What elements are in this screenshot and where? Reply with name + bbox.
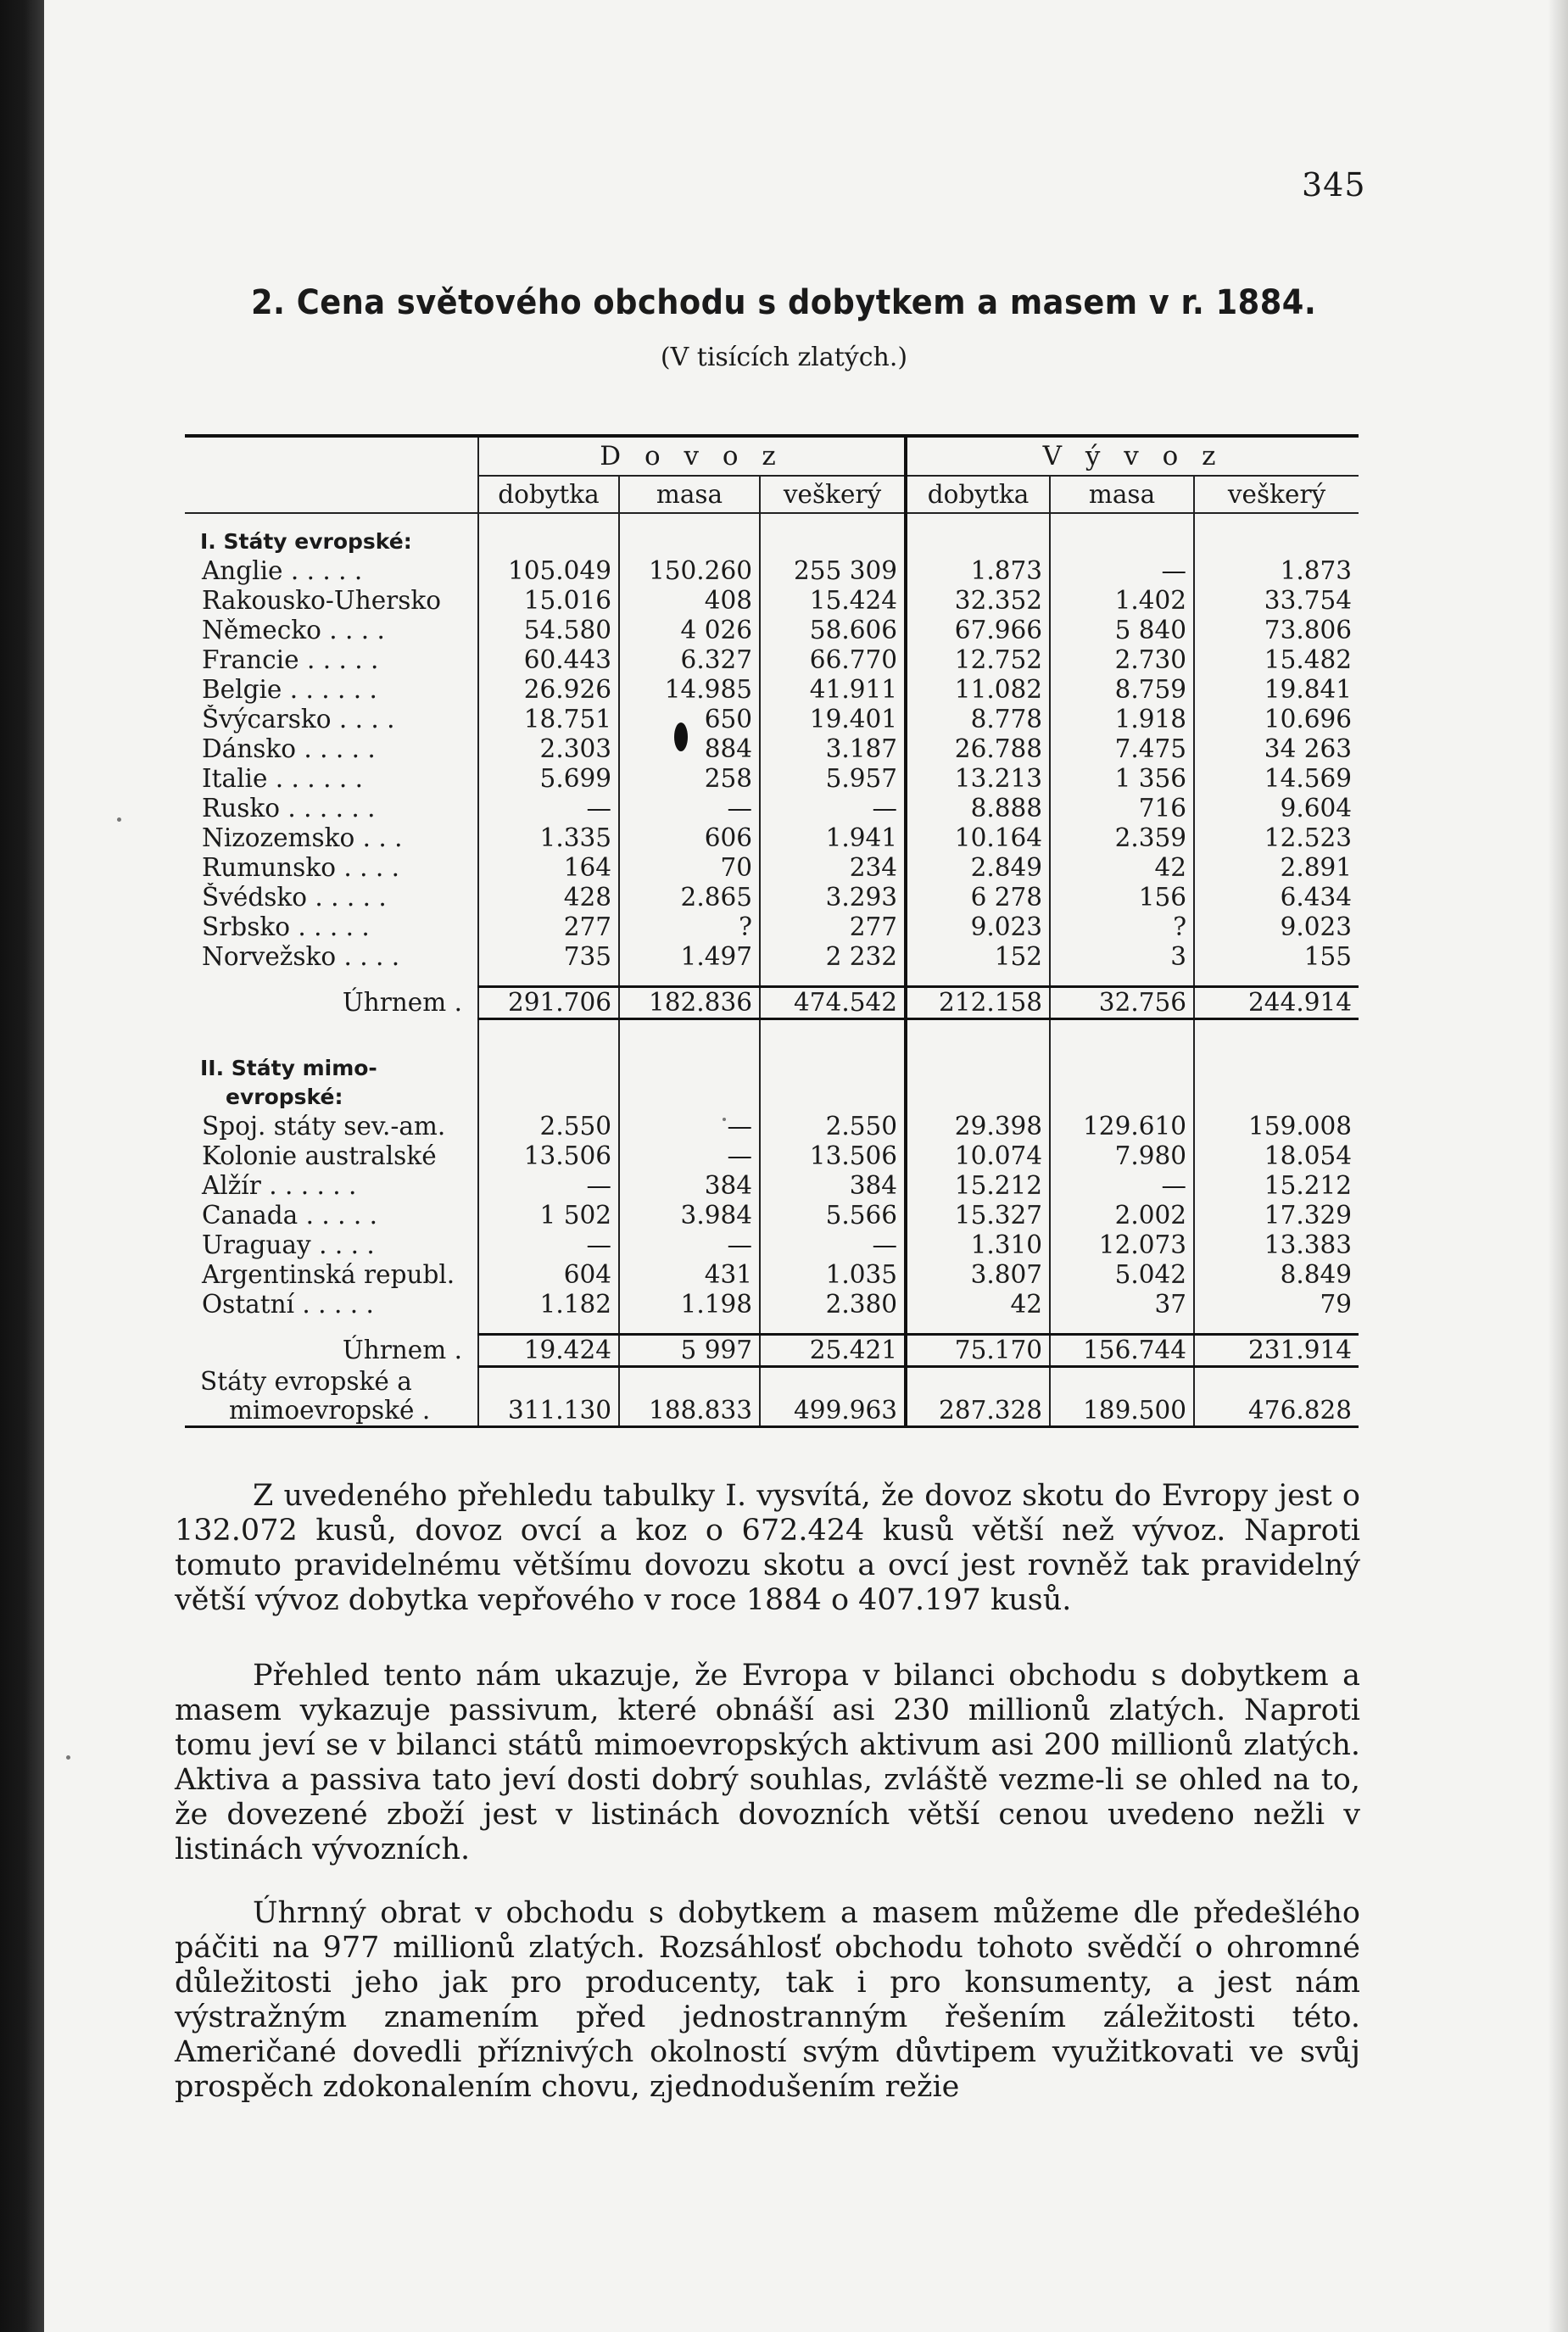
table-row <box>185 794 1359 823</box>
value-cell: 1 502 <box>478 1201 619 1230</box>
value-cell: — <box>619 1141 760 1171</box>
value-cell: 7.475 <box>1050 734 1194 764</box>
value-cell: 19.841 <box>1194 675 1359 705</box>
trade-table <box>185 434 1359 1428</box>
value-cell: 12.073 <box>1050 1230 1194 1260</box>
paragraph-3 <box>175 1896 1360 2105</box>
value-cell: 735 <box>478 942 619 972</box>
table-row <box>185 556 1359 586</box>
table-row <box>185 1260 1359 1290</box>
total-cell: 19.424 <box>478 1335 619 1367</box>
value-cell: 150.260 <box>619 556 760 586</box>
table-row <box>185 1290 1359 1319</box>
value-cell: 67.966 <box>906 616 1050 645</box>
scan-speck <box>674 722 688 751</box>
value-cell: 33.754 <box>1194 586 1359 616</box>
table-row <box>185 586 1359 616</box>
section-european <box>185 513 1359 972</box>
row-label: Alžír . . . . . . <box>202 1171 357 1200</box>
value-cell: 17.329 <box>1194 1201 1359 1230</box>
value-cell: 15.212 <box>906 1171 1050 1201</box>
grand-total-cell: 287.328 <box>906 1396 1050 1427</box>
value-cell: 8.849 <box>1194 1260 1359 1290</box>
value-cell: 8.888 <box>906 794 1050 823</box>
value-cell: 2.849 <box>906 853 1050 883</box>
row-label: Dánsko . . . . . <box>202 734 376 763</box>
value-cell: 12.752 <box>906 645 1050 675</box>
grand-total-cell: 188.833 <box>619 1396 760 1427</box>
value-cell: 1.873 <box>1194 556 1359 586</box>
group-header-import: D o v o z <box>478 436 906 476</box>
value-cell: 3 <box>1050 942 1194 972</box>
section-non-european-total <box>185 1319 1359 1367</box>
section-title-row <box>185 1054 1359 1083</box>
value-cell: 156 <box>1050 883 1194 912</box>
value-cell: 277 <box>760 912 906 942</box>
value-cell: 66.770 <box>760 645 906 675</box>
value-cell: 6 278 <box>906 883 1050 912</box>
value-cell: 2 232 <box>760 942 906 972</box>
row-label: Německo . . . . <box>202 616 385 644</box>
paragraph-text: Z uvedeného přehledu tabulky I. vysvítá, že dovoz skotu do Evropy jest o 132.072 kusů, dovoz ovcí a koz o 672.424 kusů větší než vývoz. Naproti tomuto pravidelnému většímu dovozu skotu a ovcí jest rovněž tak pravidelný větší vývoz dobytka vepřového v roce 1884 o 407.197 kusů. <box>175 1479 1360 1617</box>
section-title-row <box>185 1083 1359 1112</box>
value-cell: — <box>619 1230 760 1260</box>
value-cell: 5 840 <box>1050 616 1194 645</box>
value-cell: 9.604 <box>1194 794 1359 823</box>
value-cell: 255 309 <box>760 556 906 586</box>
total-cell: 25.421 <box>760 1335 906 1367</box>
section-title: I. Státy evropské: <box>200 529 412 554</box>
paragraph-2 <box>175 1659 1360 1867</box>
value-cell: 1.918 <box>1050 705 1194 734</box>
scan-speck <box>723 1118 726 1121</box>
value-cell: 12.523 <box>1194 823 1359 853</box>
value-cell: 2.730 <box>1050 645 1194 675</box>
total-cell: 212.158 <box>906 987 1050 1019</box>
value-cell: 2.380 <box>760 1290 906 1319</box>
row-label: Belgie . . . . . . <box>202 675 377 704</box>
row-label: Argentinská republ. <box>202 1260 455 1289</box>
value-cell: 42 <box>1050 853 1194 883</box>
value-cell: 152 <box>906 942 1050 972</box>
value-cell: 384 <box>619 1171 760 1201</box>
row-label: Italie . . . . . . <box>202 764 363 793</box>
value-cell: 42 <box>906 1290 1050 1319</box>
total-cell: 474.542 <box>760 987 906 1019</box>
trade-table-container <box>185 434 1359 1428</box>
table-title: 2. Cena světového obchodu s dobytkem a masem v r. 1884. <box>250 283 1317 322</box>
value-cell: 19.401 <box>760 705 906 734</box>
row-label: Spoj. státy sev.-am. <box>202 1112 446 1141</box>
row-label: Francie . . . . . <box>202 645 379 674</box>
value-cell: 1 356 <box>1050 764 1194 794</box>
total-row <box>185 1335 1359 1367</box>
value-cell: 408 <box>619 586 760 616</box>
value-cell: 11.082 <box>906 675 1050 705</box>
value-cell: 32.352 <box>906 586 1050 616</box>
value-cell: 129.610 <box>1050 1112 1194 1141</box>
table-row <box>185 883 1359 912</box>
value-cell: — <box>760 794 906 823</box>
grand-total-row <box>185 1396 1359 1427</box>
table-row <box>185 853 1359 883</box>
table-row <box>185 734 1359 764</box>
scan-speck <box>66 1755 70 1760</box>
row-label: Švýcarsko . . . . <box>202 705 395 734</box>
value-cell: 14.569 <box>1194 764 1359 794</box>
table-row <box>185 645 1359 675</box>
value-cell: 5.699 <box>478 764 619 794</box>
value-cell: 8.759 <box>1050 675 1194 705</box>
section-title: II. Státy mimo- <box>200 1056 377 1080</box>
value-cell: 3.807 <box>906 1260 1050 1290</box>
value-cell: 1.182 <box>478 1290 619 1319</box>
grand-total-label-row <box>185 1367 1359 1396</box>
table-row <box>185 912 1359 942</box>
value-cell: 15.482 <box>1194 645 1359 675</box>
row-label: Canada . . . . . <box>202 1201 377 1230</box>
row-label: Rakousko-Uhersko <box>202 586 442 615</box>
value-cell: 384 <box>760 1171 906 1201</box>
value-cell: 3.187 <box>760 734 906 764</box>
grand-total-label: Státy evropské a <box>200 1366 412 1396</box>
value-cell: 15.212 <box>1194 1171 1359 1201</box>
value-cell: 34 263 <box>1194 734 1359 764</box>
value-cell: 58.606 <box>760 616 906 645</box>
total-label: Úhrnem . <box>342 1336 462 1364</box>
value-cell: 1.497 <box>619 942 760 972</box>
value-cell: 7.980 <box>1050 1141 1194 1171</box>
total-cell: 156.744 <box>1050 1335 1194 1367</box>
value-cell: 606 <box>619 823 760 853</box>
value-cell: 1.402 <box>1050 586 1194 616</box>
value-cell: ? <box>1050 912 1194 942</box>
value-cell: 73.806 <box>1194 616 1359 645</box>
total-cell: 291.706 <box>478 987 619 1019</box>
value-cell: 1.035 <box>760 1260 906 1290</box>
value-cell: 164 <box>478 853 619 883</box>
total-cell: 231.914 <box>1194 1335 1359 1367</box>
value-cell: 604 <box>478 1260 619 1290</box>
value-cell: — <box>619 1112 760 1141</box>
value-cell: 431 <box>619 1260 760 1290</box>
value-cell: 54.580 <box>478 616 619 645</box>
table-subtitle: (V tisících zlatých.) <box>660 343 908 372</box>
value-cell: 41.911 <box>760 675 906 705</box>
value-cell: 159.008 <box>1194 1112 1359 1141</box>
row-label: Ostatní . . . . . <box>202 1290 374 1319</box>
value-cell: — <box>760 1230 906 1260</box>
value-cell: 6.434 <box>1194 883 1359 912</box>
row-label: Kolonie australské <box>202 1141 437 1170</box>
value-cell: 10.074 <box>906 1141 1050 1171</box>
value-cell: 10.696 <box>1194 705 1359 734</box>
value-cell: 1.873 <box>906 556 1050 586</box>
row-label: Uraguay . . . . <box>202 1230 375 1259</box>
section-title-continued: evropské: <box>226 1085 343 1109</box>
value-cell: 15.327 <box>906 1201 1050 1230</box>
total-cell: 244.914 <box>1194 987 1359 1019</box>
value-cell: 884 <box>619 734 760 764</box>
value-cell: 5.957 <box>760 764 906 794</box>
table-row <box>185 1112 1359 1141</box>
row-label: Rusko . . . . . . <box>202 794 376 823</box>
section-title-row <box>185 527 1359 556</box>
table-row <box>185 1141 1359 1171</box>
value-cell: 716 <box>1050 794 1194 823</box>
value-cell: — <box>478 1230 619 1260</box>
value-cell: 15.424 <box>760 586 906 616</box>
value-cell: 13.383 <box>1194 1230 1359 1260</box>
value-cell: 18.751 <box>478 705 619 734</box>
grand-total-cell: 499.963 <box>760 1396 906 1427</box>
value-cell: — <box>478 794 619 823</box>
value-cell: 650 <box>619 705 760 734</box>
page-number: 345 <box>1302 166 1366 204</box>
value-cell: 9.023 <box>1194 912 1359 942</box>
value-cell: 79 <box>1194 1290 1359 1319</box>
value-cell: 277 <box>478 912 619 942</box>
paragraph-1 <box>175 1479 1360 1618</box>
value-cell: 105.049 <box>478 556 619 586</box>
value-cell: 60.443 <box>478 645 619 675</box>
value-cell: — <box>619 794 760 823</box>
value-cell: — <box>1050 1171 1194 1201</box>
value-cell: 4 026 <box>619 616 760 645</box>
value-cell: 70 <box>619 853 760 883</box>
col-header-export-cattle: dobytka <box>906 476 1050 513</box>
value-cell: 2.891 <box>1194 853 1359 883</box>
grand-total-cell: 311.130 <box>478 1396 619 1427</box>
value-cell: 37 <box>1050 1290 1194 1319</box>
value-cell: 15.016 <box>478 586 619 616</box>
value-cell: 2.303 <box>478 734 619 764</box>
total-cell: 32.756 <box>1050 987 1194 1019</box>
value-cell: 234 <box>760 853 906 883</box>
value-cell: 2.359 <box>1050 823 1194 853</box>
row-label: Rumunsko . . . . <box>202 853 399 882</box>
col-header-export-meat: masa <box>1050 476 1194 513</box>
value-cell: ? <box>619 912 760 942</box>
table-row <box>185 1201 1359 1230</box>
value-cell: 26.926 <box>478 675 619 705</box>
grand-total-section <box>185 1367 1359 1427</box>
col-header-import-cattle: dobytka <box>478 476 619 513</box>
table-row <box>185 1230 1359 1260</box>
scan-speck <box>117 817 121 822</box>
value-cell: 3.984 <box>619 1201 760 1230</box>
value-cell: 2.002 <box>1050 1201 1194 1230</box>
total-cell: 182.836 <box>619 987 760 1019</box>
table-row <box>185 942 1359 972</box>
value-cell: 29.398 <box>906 1112 1050 1141</box>
col-header-import-meat: masa <box>619 476 760 513</box>
total-cell: 5 997 <box>619 1335 760 1367</box>
row-label: Norvežsko . . . . <box>202 942 400 971</box>
table-row <box>185 705 1359 734</box>
row-label: Nizozemsko . . . <box>202 823 403 852</box>
value-cell: 1.198 <box>619 1290 760 1319</box>
value-cell: — <box>1050 556 1194 586</box>
table-row <box>185 1171 1359 1201</box>
row-label: Švédsko . . . . . <box>202 883 387 912</box>
table-row <box>185 823 1359 853</box>
value-cell: 155 <box>1194 942 1359 972</box>
value-cell: 2.550 <box>760 1112 906 1141</box>
value-cell: 1.941 <box>760 823 906 853</box>
table-row <box>185 764 1359 794</box>
value-cell: 8.778 <box>906 705 1050 734</box>
value-cell: 1.310 <box>906 1230 1050 1260</box>
group-header-export: V ý v o z <box>906 436 1359 476</box>
value-cell: 13.506 <box>760 1141 906 1171</box>
total-cell: 75.170 <box>906 1335 1050 1367</box>
grand-total-cell: 189.500 <box>1050 1396 1194 1427</box>
value-cell: 1.335 <box>478 823 619 853</box>
table-row <box>185 616 1359 645</box>
table-row <box>185 675 1359 705</box>
value-cell: 258 <box>619 764 760 794</box>
value-cell: 13.506 <box>478 1141 619 1171</box>
value-cell: 2.865 <box>619 883 760 912</box>
value-cell: 5.042 <box>1050 1260 1194 1290</box>
value-cell: 13.213 <box>906 764 1050 794</box>
group-header-row <box>185 436 1359 476</box>
row-label: Anglie . . . . . <box>202 556 363 585</box>
grand-total-cell: 476.828 <box>1194 1396 1359 1427</box>
grand-total-label-continued: mimoevropské . <box>229 1396 431 1425</box>
section-european-total <box>185 972 1359 1019</box>
value-cell: 9.023 <box>906 912 1050 942</box>
col-header-import-total: veškerý <box>760 476 906 513</box>
value-cell: 18.054 <box>1194 1141 1359 1171</box>
value-cell: 3.293 <box>760 883 906 912</box>
value-cell: 2.550 <box>478 1112 619 1141</box>
value-cell: 26.788 <box>906 734 1050 764</box>
row-label: Srbsko . . . . . <box>202 912 370 941</box>
total-row <box>185 987 1359 1019</box>
sub-header-row <box>185 476 1359 513</box>
paragraph-text: Přehled tento nám ukazuje, že Evropa v bilanci obchodu s dobytkem a masem vykazuje passivum, které obnáší asi 230 millionů zlatých. Naproti tomu jeví se v bilanci států mimoevropských aktivum asi 200 millionů zlatých. Aktiva a passiva tato jeví dosti dobrý souhlas, zvláště vezme-li se ohled na to, že dovezené zboží jest v listinách dovozních větší cenou uvedeno nežli v listinách vývozních. <box>175 1659 1360 1866</box>
value-cell: 6.327 <box>619 645 760 675</box>
value-cell: 10.164 <box>906 823 1050 853</box>
total-label: Úhrnem . <box>342 988 462 1017</box>
value-cell: 14.985 <box>619 675 760 705</box>
col-header-export-total: veškerý <box>1194 476 1359 513</box>
value-cell: 5.566 <box>760 1201 906 1230</box>
section-non-european <box>185 1019 1359 1320</box>
value-cell: — <box>478 1171 619 1201</box>
paragraph-text: Úhrnný obrat v obchodu s dobytkem a masem můžeme dle předešlého páčiti na 977 millionů zlatých. Rozsáhlosť obchodu tohoto svědčí o ohromné důležitosti jeho jak pro producenty, tak i pro konsumenty, a jest nám výstražným znamením před jednostranným řešením záležitosti této. Američané dovedli příznivých okolností svým důvtipem využitkovati ve svůj prospěch zdokonalením chovu, zjednodušením režie <box>175 1896 1360 2104</box>
value-cell: 428 <box>478 883 619 912</box>
